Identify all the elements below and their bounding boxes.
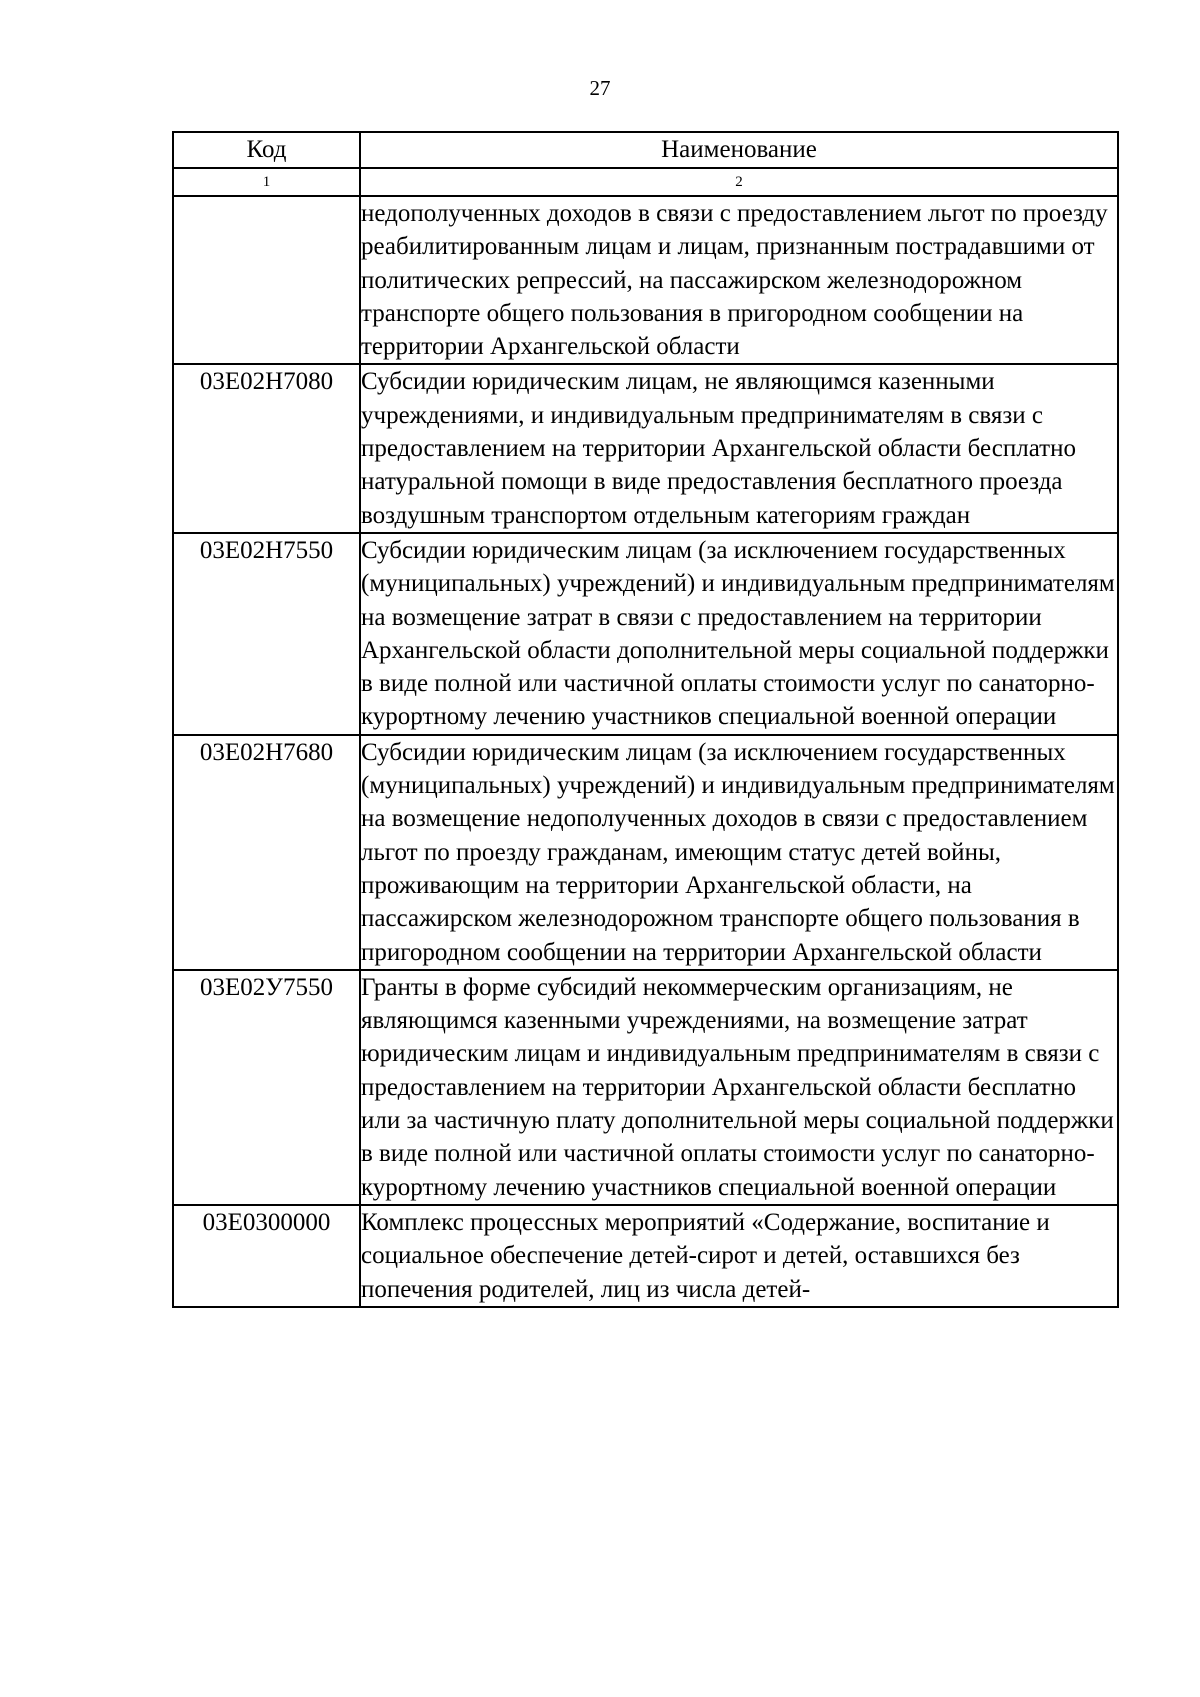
row-code: 03Е0300000	[173, 1205, 360, 1307]
page-number: 27	[589, 76, 611, 100]
row-code: 03Е02Н7680	[173, 735, 360, 970]
column-number-row	[173, 168, 1118, 196]
column-number-code: 1	[173, 168, 360, 196]
row-code	[173, 196, 360, 364]
table-header-row	[173, 132, 1118, 168]
row-name: Субсидии юридическим лицам, не являющимся казенными учреждениями, и индивидуальным предпринимателям в связи с предоставлением на территории Архангельской области бесплатно натуральной помощи в виде предоставления бесплатного проезда воздушным транспортом отдельным категориям граждан	[360, 364, 1118, 532]
row-name: Субсидии юридическим лицам (за исключением государственных (муниципальных) учреждений) и индивидуальным предпринимателям на возмещение недополученных доходов в связи с предоставлением льгот по проезду гражданам, имеющим статус детей войны, проживающим на территории Архангельской области, на пассажирском железнодорожном транспорте общего пользования в пригородном сообщении на территории Архангельской области	[360, 735, 1118, 970]
row-name: Гранты в форме субсидий некоммерческим организациям, не являющимся казенными учреждениями, на возмещение затрат юридическим лицам и индивидуальным предпринимателям в связи с предоставлением на территории Архангельской области бесплатно или за частичную плату дополнительной меры социальной поддержки в виде полной или частичной оплаты стоимости услуг по санаторно-курортному лечению участников специальной военной операции	[360, 970, 1118, 1205]
header-code: Код	[173, 132, 360, 168]
row-name: Комплекс процессных мероприятий «Содержание, воспитание и социальное обеспечение детей-сирот и детей, оставшихся без попечения родителей, лиц из числа детей-	[360, 1205, 1118, 1307]
table-row	[173, 364, 1118, 532]
row-code: 03Е02Н7550	[173, 533, 360, 735]
table-row	[173, 1205, 1118, 1307]
row-name: недополученных доходов в связи с предоставлением льгот по проезду реабилитированным лицам и лицам, признанным пострадавшими от политических репрессий, на пассажирском железнодорожном транспорте общего пользования в пригородном сообщении на территории Архангельской области	[360, 196, 1118, 364]
table-row	[173, 196, 1118, 364]
header-name: Наименование	[360, 132, 1118, 168]
row-code: 03Е02У7550	[173, 970, 360, 1205]
table-row	[173, 970, 1118, 1205]
classification-table	[172, 131, 1119, 1308]
table-row	[173, 735, 1118, 970]
column-number-name: 2	[360, 168, 1118, 196]
table-row	[173, 533, 1118, 735]
row-code: 03Е02Н7080	[173, 364, 360, 532]
row-name: Субсидии юридическим лицам (за исключением государственных (муниципальных) учреждений) и индивидуальным предпринимателям на возмещение затрат в связи с предоставлением на территории Архангельской области дополнительной меры социальной поддержки в виде полной или частичной оплаты стоимости услуг по санаторно-курортному лечению участников специальной военной операции	[360, 533, 1118, 735]
